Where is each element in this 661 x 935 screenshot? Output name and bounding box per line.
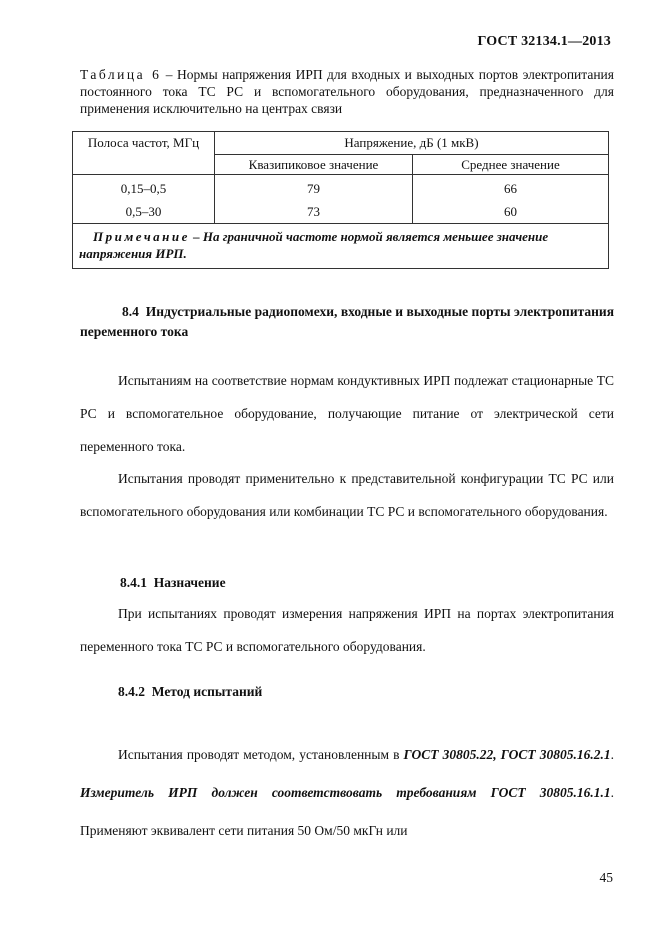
col-header-voltage: Напряжение, дБ (1 мкВ) <box>215 132 609 155</box>
section-title: Назначение <box>153 575 226 590</box>
table-caption-label: Таблица 6 <box>80 67 162 82</box>
cell-average: 66 <box>413 175 609 201</box>
paragraph-4-reference: ГОСТ 30805.22, ГОСТ 30805.16.2.1 <box>403 747 611 762</box>
paragraph-4-part2: . <box>610 747 614 762</box>
note-text: – На граничной частоте нормой является меньшее значение напряжения ИРП. <box>79 229 549 261</box>
section-8-4-2-heading <box>118 675 612 708</box>
table-header-row <box>73 132 609 155</box>
paragraph-4-part1: Испытания проводят методом, установленным в <box>118 747 404 762</box>
paragraph-4 <box>80 736 614 850</box>
paragraph-2-text: Испытания проводят применительно к представительной конфигурации ТС РС или вспомогательного оборудования или комбинации ТС РС и вспомогательного оборудования. <box>80 471 614 519</box>
paragraph-1-text: Испытаниям на соответствие нормам кондуктивных ИРП подлежат стационарные ТС РС и вспомогательное оборудование, получающие питание от электрической сети переменного тока. <box>80 373 614 454</box>
note-label: Примечание <box>93 229 190 244</box>
section-number: 8.4.2 <box>118 684 145 699</box>
cell-quasipeak: 79 <box>215 175 413 201</box>
section-8-4-1-heading <box>120 566 614 599</box>
cell-band: 0,15–0,5 <box>73 175 215 201</box>
section-number: 8.4.1 <box>120 575 147 590</box>
table-note <box>73 224 609 269</box>
table-row <box>73 175 609 201</box>
table-row <box>73 200 609 224</box>
norms-table <box>72 131 609 269</box>
section-title: Метод испытаний <box>151 684 263 699</box>
col-header-average: Среднее значение <box>413 155 609 175</box>
section-title: Индустриальные радиопомехи, входные и выходные порты электропитания переменного тока <box>80 304 614 339</box>
paragraph-3-text: При испытаниях проводят измерения напряжения ИРП на портах электропитания переменного тока ТС РС и вспомогательного оборудования. <box>80 606 614 654</box>
section-8-4-heading <box>80 302 614 342</box>
cell-quasipeak: 73 <box>215 200 413 224</box>
section-number: 8.4 <box>122 304 139 319</box>
paragraph-1 <box>80 364 614 463</box>
paragraph-2 <box>80 462 614 528</box>
col-header-quasipeak: Квазипиковое значение <box>215 155 413 175</box>
cell-band: 0,5–30 <box>73 200 215 224</box>
cell-average: 60 <box>413 200 609 224</box>
document-code: ГОСТ 32134.1—2013 <box>477 34 611 49</box>
page-number: 45 <box>599 870 613 885</box>
table-caption <box>80 66 614 117</box>
paragraph-4-part3: . Применяют эквивалент сети питания 50 Ом/50 мкГн или <box>80 785 614 838</box>
table-caption-text: – Нормы напряжения ИРП для входных и выходных портов электропитания постоянного тока ТС РС и вспомогательного оборудования, предназначенного для применения исключительно на центрах связи <box>80 67 614 116</box>
paragraph-4-italic: Измеритель ИРП должен соответствовать требованиям ГОСТ 30805.16.1.1 <box>80 785 611 800</box>
col-header-band: Полоса частот, МГц <box>73 132 215 175</box>
table-note-row <box>73 224 609 269</box>
paragraph-3 <box>80 597 614 663</box>
